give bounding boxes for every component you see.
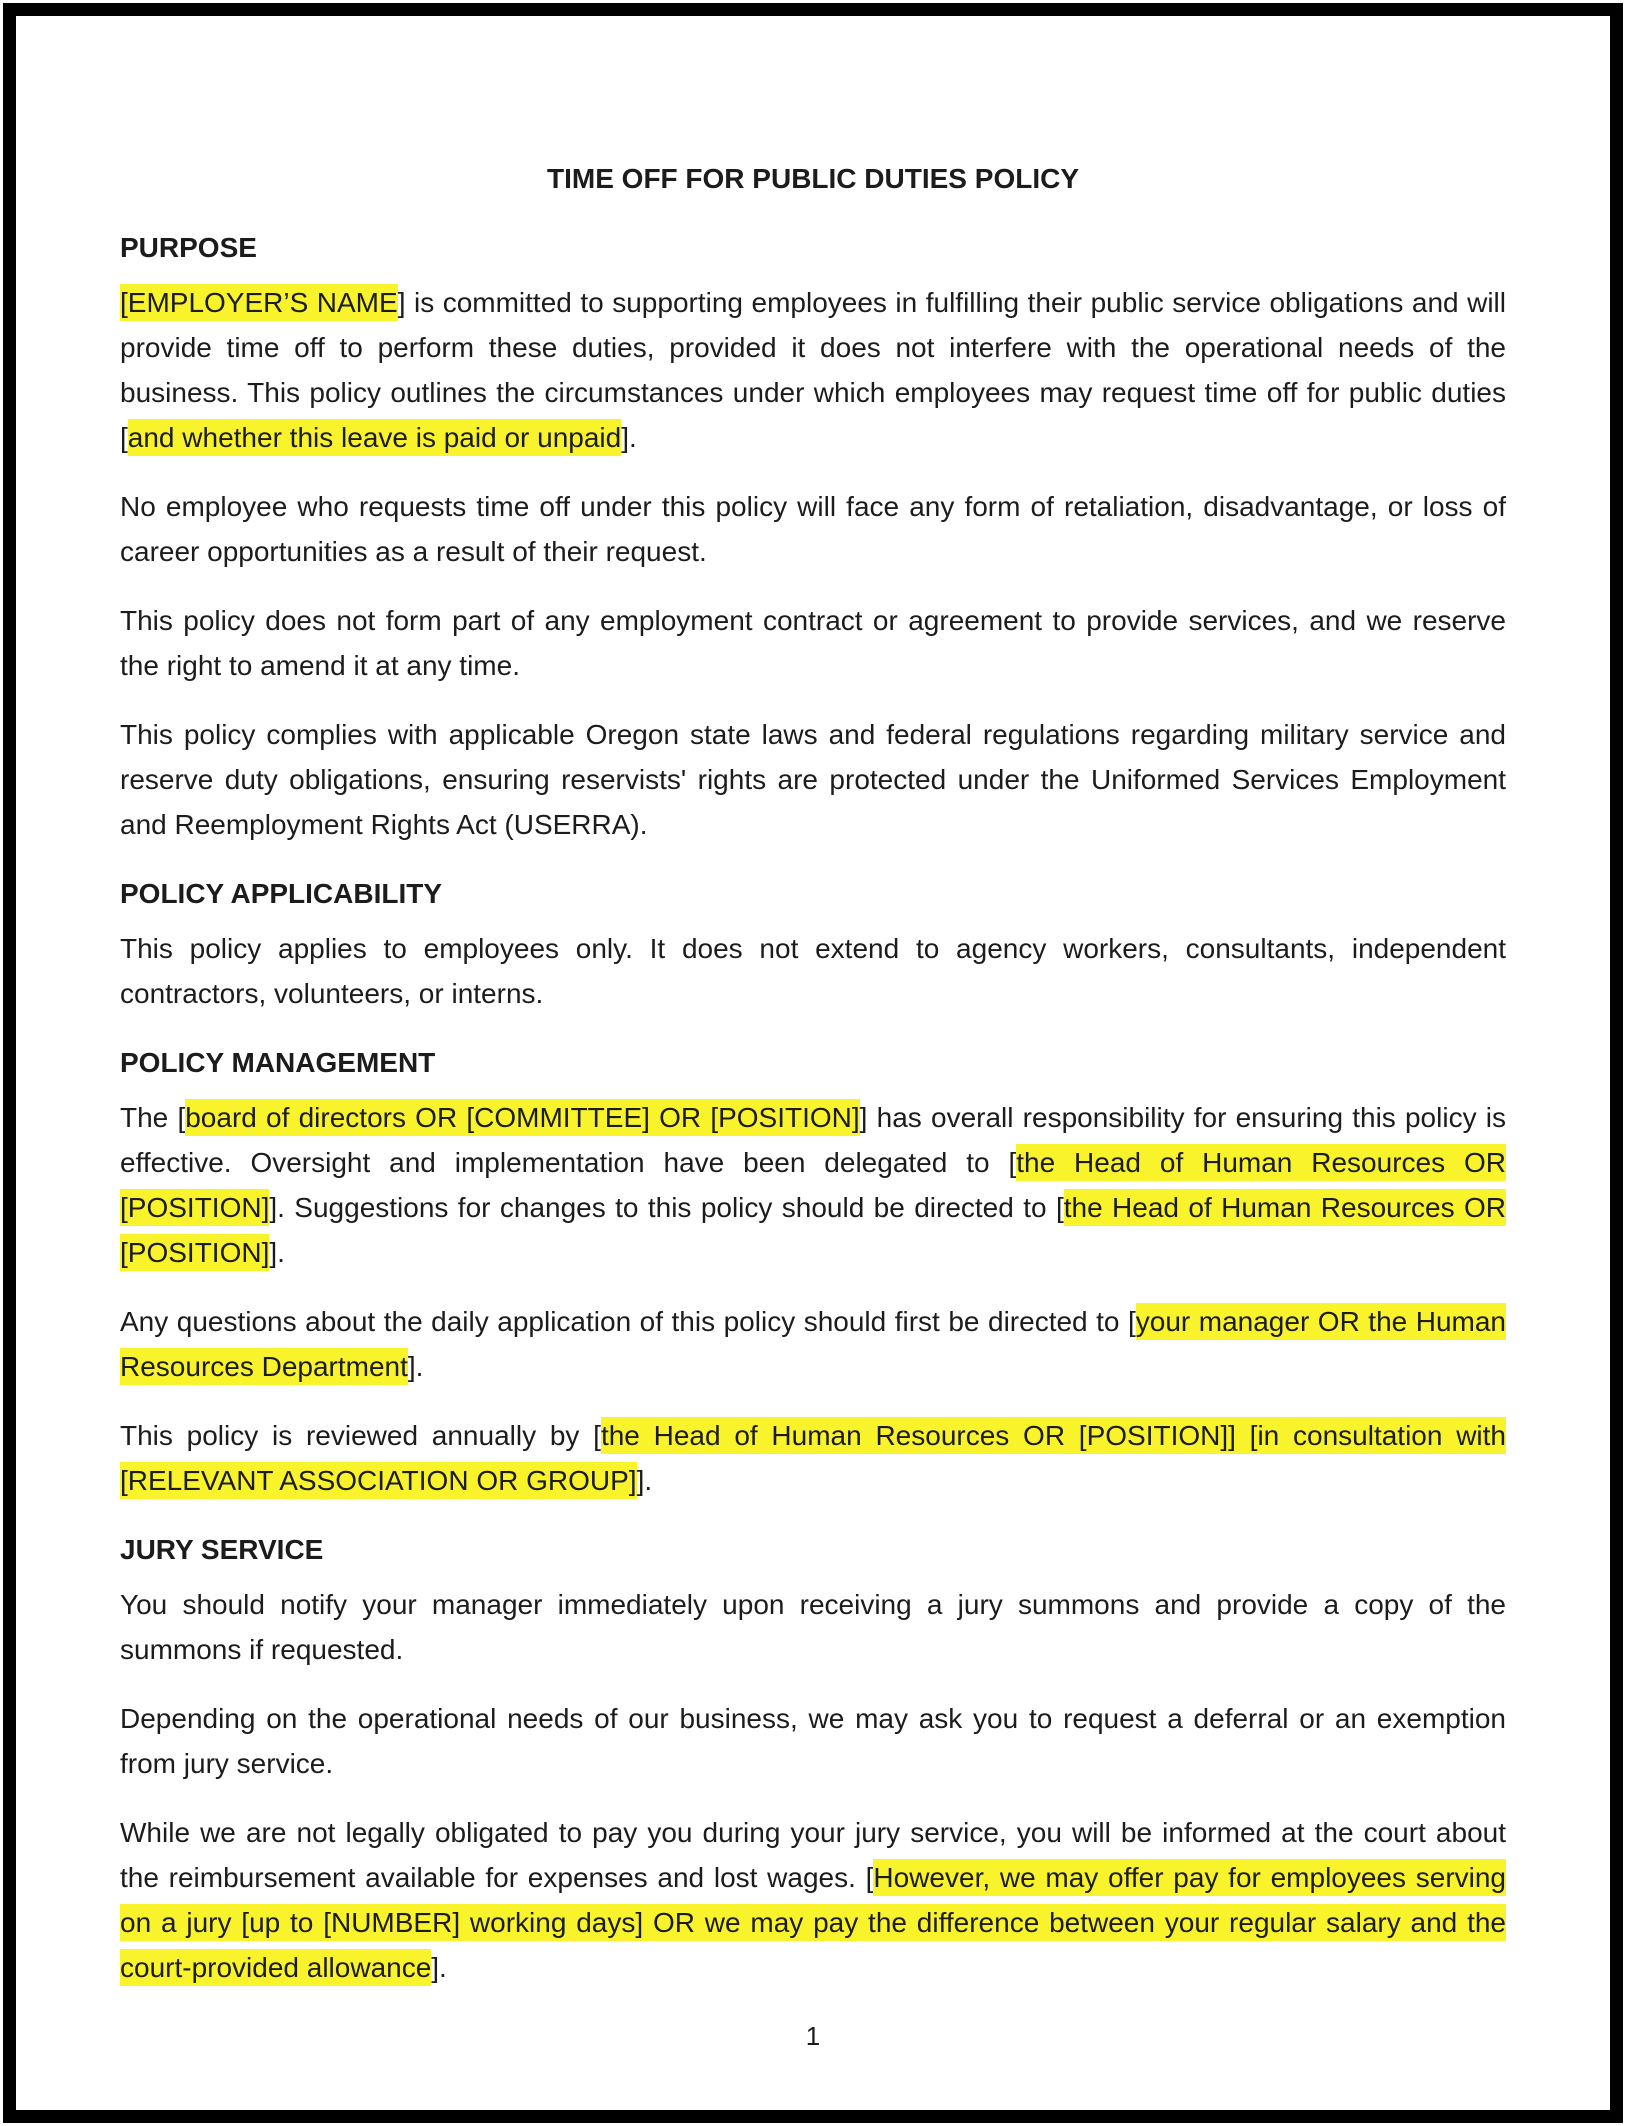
section-heading: POLICY APPLICABILITY bbox=[120, 878, 443, 909]
text-run: ]. bbox=[269, 1237, 285, 1268]
paragraph bbox=[120, 712, 1506, 847]
text-run: ]. bbox=[621, 422, 637, 453]
document-title: TIME OFF FOR PUBLIC DUTIES POLICY bbox=[547, 163, 1079, 194]
text-run: This policy applies to employees only. It does not extend to agency workers, consultants, independent contractors, volunteers, or interns. bbox=[120, 933, 1506, 1009]
document-page bbox=[3, 3, 1623, 2123]
text-run: ]. bbox=[407, 1351, 424, 1382]
text-run: While we are not legally obligated to pay you during your jury service, you will be informed at the court about the reimbursement available for expenses and lost wages. [ bbox=[120, 1817, 1506, 1893]
text-run: ]. bbox=[431, 1952, 447, 1983]
section-heading: JURY SERVICE bbox=[120, 1534, 324, 1565]
paragraph bbox=[120, 1299, 1506, 1389]
text-run: This policy does not form part of any employment contract or agreement to provide services, and we reserve the right to amend it at any time. bbox=[120, 605, 1506, 681]
highlighted-placeholder: board of directors OR [COMMITTEE] OR [POSITION] bbox=[185, 1099, 859, 1136]
paragraph bbox=[120, 926, 1506, 1016]
text-run: Depending on the operational needs of our business, we may ask you to request a deferral or an exemption from jury service. bbox=[120, 1703, 1506, 1779]
text-run: ] is committed to supporting employees in fulfilling their public service obligations and will provide time off to perform these duties, provided it does not interfere with the operational needs of the business. This policy outlines the circumstances under which employees may request time off for public duties [ bbox=[120, 287, 1506, 453]
text-run: ]. Suggestions for changes to this policy should be directed to [ bbox=[269, 1192, 1064, 1223]
paragraph bbox=[120, 1582, 1506, 1672]
document-body bbox=[120, 225, 1506, 1990]
highlighted-placeholder: the Head of Human Resources OR [POSITION] bbox=[120, 1189, 1506, 1271]
paragraph bbox=[120, 484, 1506, 574]
text-run: ]. bbox=[636, 1465, 653, 1496]
paragraph bbox=[120, 1696, 1506, 1786]
text-run: The [ bbox=[120, 1102, 186, 1133]
text-run: ] has overall responsibility for ensuring this policy is effective. Oversight and implementation have been delegated to [ bbox=[120, 1102, 1506, 1178]
section-heading: PURPOSE bbox=[120, 232, 257, 263]
paragraph bbox=[120, 598, 1506, 688]
paragraph bbox=[120, 1413, 1506, 1503]
paragraph bbox=[120, 1810, 1506, 1990]
highlighted-placeholder: [EMPLOYER’S NAME bbox=[120, 284, 398, 321]
text-run: Any questions about the daily application of this policy should first be directed to [ bbox=[120, 1306, 1136, 1337]
text-run: This policy complies with applicable Oregon state laws and federal regulations regarding military service and reserve duty obligations, ensuring reservists' rights are protected under the Uniformed Services Employment and Reemployment Rights Act (USERRA). bbox=[120, 719, 1506, 840]
document-content bbox=[16, 16, 1610, 2059]
text-run: This policy is reviewed annually by [ bbox=[120, 1420, 601, 1451]
highlighted-placeholder: the Head of Human Resources OR [POSITION] bbox=[120, 1144, 1506, 1226]
page-number: 1 bbox=[805, 2021, 821, 2051]
highlighted-placeholder: your manager OR the Human Resources Department bbox=[120, 1303, 1506, 1385]
text-run: You should notify your manager immediately upon receiving a jury summons and provide a copy of the summons if requested. bbox=[120, 1589, 1506, 1665]
paragraph bbox=[120, 280, 1506, 460]
highlighted-placeholder: However, we may offer pay for employees serving on a jury [up to [NUMBER] working days] OR we may pay the difference between your regular salary and the court-provided allowance bbox=[120, 1859, 1506, 1986]
section-heading: POLICY MANAGEMENT bbox=[120, 1047, 436, 1078]
text-run: No employee who requests time off under this policy will face any form of retaliation, disadvantage, or loss of career opportunities as a result of their request. bbox=[120, 491, 1506, 567]
highlighted-placeholder: the Head of Human Resources OR [POSITION]] [in consultation with [RELEVANT ASSOCIATION OR GROUP] bbox=[120, 1417, 1506, 1499]
highlighted-placeholder: and whether this leave is paid or unpaid bbox=[128, 419, 621, 456]
paragraph bbox=[120, 1095, 1506, 1275]
